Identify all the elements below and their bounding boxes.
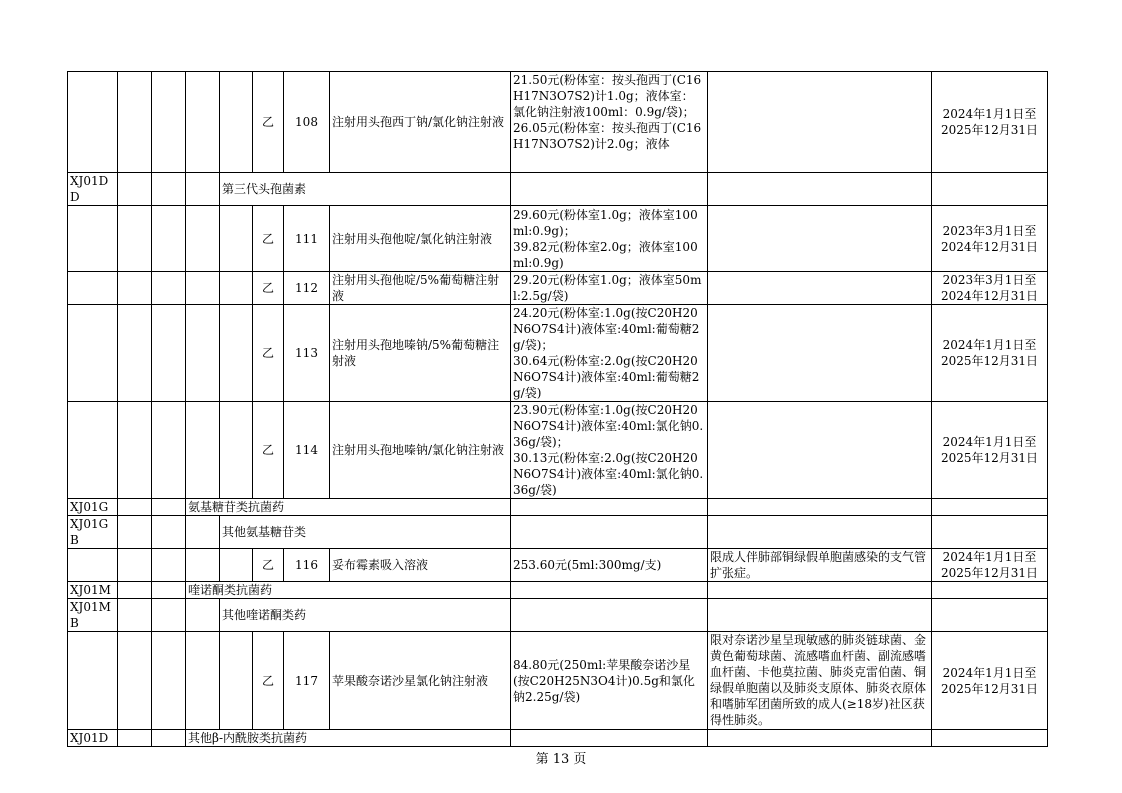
number-cell: 117 xyxy=(284,632,330,730)
period-cell: 2023年3月1日至 2024年12月31日 xyxy=(932,272,1048,305)
drug-name-cell: 注射用头孢他啶/氯化钠注射液 xyxy=(330,206,511,272)
table-row xyxy=(68,72,1048,173)
grade-cell: 乙 xyxy=(253,206,284,272)
limit-cell xyxy=(708,402,932,499)
drug-name-cell: 注射用头孢他啶/5%葡萄糖注射液 xyxy=(330,272,511,305)
table-row xyxy=(68,499,1048,516)
number-cell: 116 xyxy=(284,549,330,582)
table-row xyxy=(68,173,1048,206)
limit-cell: 限对奈诺沙星呈现敏感的肺炎链球菌、金黄色葡萄球菌、流感嗜血杆菌、副流感嗜血杆菌、卡他莫拉菌、肺炎克雷伯菌、铜绿假单胞菌以及肺炎支原体、肺炎衣原体和嗜肺军团菌所致的成人(≥18岁)社区获得性肺炎。 xyxy=(708,632,932,730)
grade-cell: 乙 xyxy=(253,402,284,499)
table-row xyxy=(68,402,1048,499)
category-cell: 其他氨基糖苷类 xyxy=(220,516,511,549)
number-cell: 108 xyxy=(284,72,330,173)
price-cell: 23.90元(粉体室:1.0g(按C20H20N6O7S4计)液体室:40ml:氯化钠0.36g/袋)； 30.13元(粉体室:2.0g(按C20H20N6O7S4计)液体室:40ml:氯化钠0.36g/袋) xyxy=(511,402,708,499)
grade-cell: 乙 xyxy=(253,305,284,402)
code-cell: XJ01MB xyxy=(68,599,118,632)
drug-name-cell: 注射用头孢地嗪钠/5%葡萄糖注射液 xyxy=(330,305,511,402)
period-cell: 2023年3月1日至 2024年12月31日 xyxy=(932,206,1048,272)
drug-name-cell: 注射用头孢西丁钠/氯化钠注射液 xyxy=(330,72,511,173)
category-cell: 氨基糖苷类抗菌药 xyxy=(186,499,511,516)
price-cell: 24.20元(粉体室:1.0g(按C20H20N6O7S4计)液体室:40ml:葡萄糖2g/袋)； 30.64元(粉体室:2.0g(按C20H20N6O7S4计)液体室:40ml:葡萄糖2g/袋) xyxy=(511,305,708,402)
period-cell: 2024年1月1日至 2025年12月31日 xyxy=(932,549,1048,582)
grade-cell: 乙 xyxy=(253,549,284,582)
table-row xyxy=(68,582,1048,599)
category-cell: 其他喹诺酮类药 xyxy=(220,599,511,632)
drug-name-cell: 注射用头孢地嗪钠/氯化钠注射液 xyxy=(330,402,511,499)
price-cell: 29.20元(粉体室1.0g；液体室50ml:2.5g/袋) xyxy=(511,272,708,305)
period-cell: 2024年1月1日至 2025年12月31日 xyxy=(932,402,1048,499)
limit-cell: 限成人伴肺部铜绿假单胞菌感染的支气管扩张症。 xyxy=(708,549,932,582)
category-cell: 第三代头孢菌素 xyxy=(220,173,511,206)
table-row xyxy=(68,516,1048,549)
number-cell: 114 xyxy=(284,402,330,499)
price-cell: 84.80元(250ml:苹果酸奈诺沙星(按C20H25N3O4计)0.5g和氯化钠2.25g/袋) xyxy=(511,632,708,730)
code-cell: XJ01GB xyxy=(68,516,118,549)
table-row xyxy=(68,206,1048,272)
period-cell: 2024年1月1日至 2025年12月31日 xyxy=(932,305,1048,402)
period-cell: 2024年1月1日至 2025年12月31日 xyxy=(932,632,1048,730)
table-row xyxy=(68,549,1048,582)
table-row xyxy=(68,599,1048,632)
grade-cell: 乙 xyxy=(253,632,284,730)
table-row xyxy=(68,632,1048,730)
code-cell: XJ01D xyxy=(68,730,118,747)
table-row xyxy=(68,272,1048,305)
drug-name-cell: 妥布霉素吸入溶液 xyxy=(330,549,511,582)
limit-cell xyxy=(708,72,932,173)
price-cell: 29.60元(粉体室1.0g；液体室100ml:0.9g)； 39.82元(粉体室2.0g；液体室100ml:0.9g) xyxy=(511,206,708,272)
grade-cell: 乙 xyxy=(253,72,284,173)
number-cell: 111 xyxy=(284,206,330,272)
limit-cell xyxy=(708,272,932,305)
limit-cell xyxy=(708,305,932,402)
page-number: 第 13 页 xyxy=(535,752,587,767)
table-row xyxy=(68,730,1048,747)
grade-cell: 乙 xyxy=(253,272,284,305)
price-cell: 253.60元(5ml:300mg/支) xyxy=(511,549,708,582)
period-cell: 2024年1月1日至 2025年12月31日 xyxy=(932,72,1048,173)
price-cell: 21.50元(粉体室：按头孢西丁(C16H17N3O7S2)计1.0g；液体室：氯化钠注射液100ml：0.9g/袋)； 26.05元(粉体室：按头孢西丁(C16H17N3O7S2)计2.0g；液体 xyxy=(511,72,708,173)
category-cell: 其他β-内酰胺类抗菌药 xyxy=(186,730,511,747)
drug-name-cell: 苹果酸奈诺沙星氯化钠注射液 xyxy=(330,632,511,730)
number-cell: 112 xyxy=(284,272,330,305)
code-cell: XJ01G xyxy=(68,499,118,516)
limit-cell xyxy=(708,206,932,272)
category-cell: 喹诺酮类抗菌药 xyxy=(186,582,511,599)
code-cell: XJ01DD xyxy=(68,173,118,206)
number-cell: 113 xyxy=(284,305,330,402)
code-cell xyxy=(68,72,118,173)
table-row xyxy=(68,305,1048,402)
code-cell: XJ01M xyxy=(68,582,118,599)
drug-table xyxy=(67,71,1048,747)
